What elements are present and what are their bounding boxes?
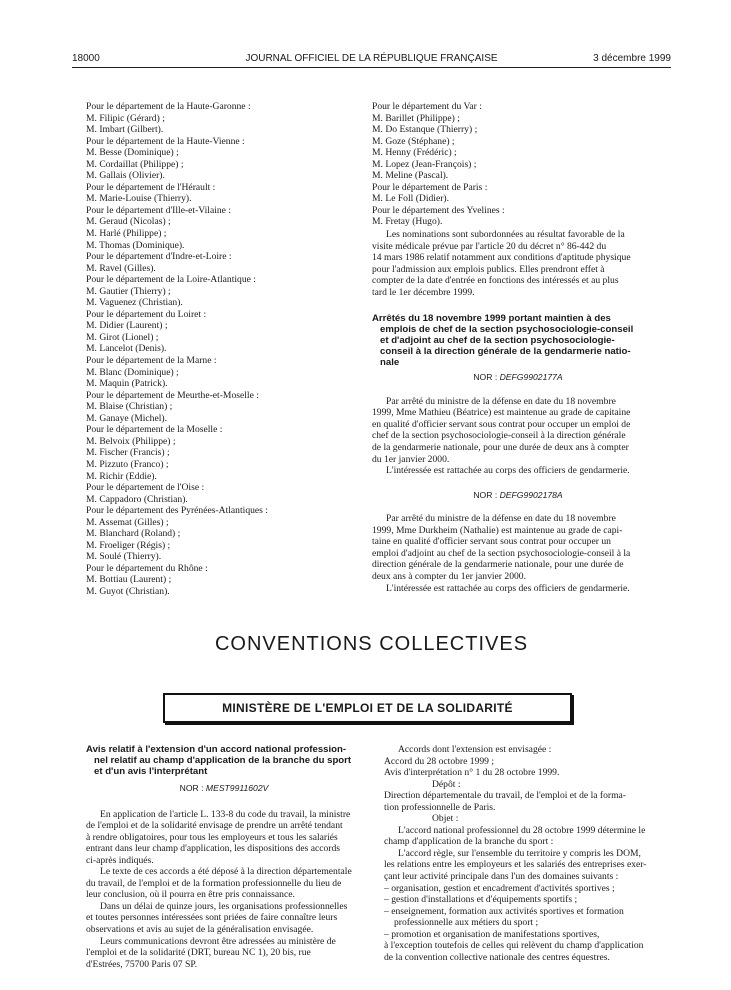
section-title: CONVENTIONS COLLECTIVES [214, 633, 529, 655]
text-line: en qualité d'officier servant sous contrat pour occuper un emploi de [372, 418, 631, 430]
nominee-name: M. Besse (Dominique) ; [86, 147, 179, 159]
text-line: leur conclusion, où il pourra en être pris connaissance. [86, 889, 295, 901]
text-line: compter de la date d'entrée en fonctions des intéressés et au plus [372, 275, 619, 287]
nominee-name: M. Richir (Eddie). [86, 470, 157, 482]
depot-line: tion professionnelle de Paris. [384, 801, 496, 813]
nominee-name: M. Ravel (Gilles). [86, 262, 156, 274]
nor-reference-2 [372, 490, 664, 502]
nominee-name: M. Lancelot (Denis). [86, 343, 167, 355]
nominee-name: M. Lopez (Jean-François) ; [372, 158, 477, 170]
department-heading: Pour le département de la Loire-Atlantique : [86, 274, 256, 286]
objet-paragraph-2 [384, 848, 664, 883]
text-line: observations et avis au sujet de la généralisation envisagée. [86, 924, 314, 936]
text-line: l'emploi et de la solidarité (DRT, bureau NC 1), 20 bis, rue [86, 947, 311, 959]
arrete-mathieu-rattachement: L'intéressée est rattachée au corps des officiers de gendarmerie. [386, 465, 630, 477]
department-heading: Pour le département de la Haute-Garonne : [86, 101, 251, 112]
nominee-name: M. Blaise (Christian) ; [86, 401, 173, 413]
department-heading: Pour le département du Var : [372, 101, 482, 112]
domain-item: – enseignement, formation aux activités sportives et formation [384, 905, 624, 917]
department-heading: Pour le département d'Indre-et-Loire : [86, 251, 232, 263]
text-line: taine en qualité d'officier servant sous contrat pour occuper un [372, 536, 611, 548]
objet-label: Objet : [432, 813, 459, 825]
nominee-name: M. Le Foll (Didier). [372, 193, 450, 205]
nominee-name: M. Froeliger (Régis) ; [86, 539, 171, 551]
department-heading: Pour le département de Meurthe-et-Moselle : [86, 389, 259, 401]
title-line: Arrêtés du 18 novembre 1999 portant maintien à des [372, 313, 611, 325]
nominee-name: M. Thomas (Dominique). [86, 239, 185, 251]
avis-paragraph-1 [86, 809, 362, 867]
right-column-nominations [372, 101, 664, 228]
nominee-name: M. Imbart (Gilbert). [86, 124, 164, 136]
nominee-name: M. Do Estanque (Thierry) ; [372, 124, 478, 136]
text-line: ci-après indiqués. [86, 854, 154, 866]
title-line: conseil à la direction générale de la gendarmerie natio- [380, 346, 631, 358]
text-line: de l'emploi et de la solidarité envisage de prendre un arrêté tendant [86, 820, 343, 832]
title-line: nale [380, 357, 400, 369]
text-line: direction générale de la gendarmerie nationale, pour une durée de [372, 559, 624, 571]
nominee-name: M. Gautier (Thierry) ; [86, 285, 171, 297]
depot-label: Dépôt : [432, 778, 461, 790]
text-line: deux ans à compter du 1er janvier 2000. [372, 570, 526, 582]
nominations-paragraph [372, 229, 664, 298]
nominee-name: M. Geraud (Nicolas) ; [86, 216, 171, 228]
text-line: d'Estrées, 75700 Paris 07 SP. [86, 958, 197, 970]
header-rule [72, 67, 671, 68]
nominee-name: M. Bottiau (Laurent) ; [86, 574, 172, 586]
nominee-name: M. Blanc (Dominique) ; [86, 366, 179, 378]
objet-paragraph-1 [384, 825, 664, 848]
nominee-name: M. Guyot (Christian). [86, 585, 170, 597]
text-line: tard le 1er décembre 1999. [372, 286, 475, 298]
text-line: du 1er janvier 2000. [372, 453, 450, 465]
text-line: visite médicale prévue par l'article 20 du décret n° 86-442 du [372, 240, 607, 252]
avis-paragraph-2 [86, 866, 362, 901]
closing-line: à l'exception toutefois de celles qui relèvent du champ d'application [384, 940, 644, 952]
domain-item: – organisation, gestion et encadrement d'activités sportives ; [384, 882, 615, 894]
arrete-durkheim-paragraph [372, 513, 664, 582]
accords-column [384, 744, 664, 963]
nor-label: NOR : [473, 372, 498, 383]
left-column-nominations [86, 101, 356, 598]
title-line: et d'adjoint au chef de la section psychosociologie- [380, 335, 615, 347]
avis-column [86, 744, 362, 970]
text-line: à rendre obligatoires, pour tous les employeurs et tous les salariés [86, 831, 338, 843]
nor-reference-3 [86, 783, 362, 795]
avis-paragraph-4 [86, 936, 362, 971]
nor-reference-1 [372, 372, 664, 384]
journal-title: JOURNAL OFFICIEL DE LA RÉPUBLIQUE FRANÇAISE [245, 53, 498, 64]
title-line: et d'un avis l'interprétant [94, 766, 208, 777]
title-line: emplois de chef de la section psychosociologie-conseil [380, 324, 634, 336]
text-line: pour l'admission aux emplois publics. Elles prendront effet à [372, 263, 605, 275]
text-line: Leurs communications devront être adressées au ministère de [100, 935, 336, 947]
department-heading: Pour le département des Pyrénées-Atlantiques : [86, 505, 268, 517]
nominee-name: M. Fretay (Hugo). [372, 216, 443, 228]
accord-line: Accords dont l'extension est envisagée : [398, 744, 552, 755]
nominee-name: M. Meline (Pascal). [372, 170, 449, 182]
text-line: chef de la section psychosociologie-conseil à la direction générale [372, 430, 626, 442]
accord-line: Avis d'interprétation n° 1 du 28 octobre 1999. [384, 767, 560, 779]
page-number: 18000 [72, 53, 100, 64]
nominee-name: M. Gallais (Olivier). [86, 170, 165, 182]
nominee-name: M. Vaguenez (Christian). [86, 297, 183, 309]
issue-date: 3 décembre 1999 [593, 53, 671, 64]
domain-item: – gestion d'installations et d'équipements sportifs ; [384, 894, 578, 906]
department-heading: Pour le département d'Ille-et-Vilaine : [86, 204, 232, 216]
text-line: 1999, Mme Mathieu (Béatrice) est maintenue au grade de capitaine [372, 407, 631, 419]
nominee-name: M. Fischer (Francis) ; [86, 447, 170, 459]
domain-item: professionnelle aux métiers du sport ; [394, 917, 539, 929]
nominee-name: M. Pizzuto (Franco) ; [86, 458, 169, 470]
text-line: L'accord national professionnel du 28 octobre 1999 détermine le [398, 824, 646, 836]
nominee-name: M. Girot (Lionel) ; [86, 331, 159, 343]
text-line: Le texte de ces accords a été déposé à la direction départementale [100, 866, 352, 878]
nominee-name: M. Ganaye (Michel). [86, 412, 167, 424]
text-line: Par arrêté du ministre de la défense en date du 18 novembre [386, 513, 616, 525]
department-heading: Pour le département des Yvelines : [372, 204, 505, 216]
text-line: 14 mars 1986 relatif notamment aux conditions d'aptitude physique [372, 252, 631, 264]
department-heading: Pour le département de l'Hérault : [86, 181, 216, 193]
nominee-name: M. Belvoix (Philippe) ; [86, 435, 176, 447]
depot-text [384, 790, 664, 813]
text-line: çant leur activité principale dans l'un des domaines suivants : [384, 871, 619, 883]
title-line: Avis relatif à l'extension d'un accord national profession- [86, 744, 347, 755]
ministry-heading: MINISTÈRE DE L'EMPLOI ET DE LA SOLIDARITÉ [163, 693, 572, 723]
closing-paragraph [384, 940, 664, 963]
nominee-name: M. Maquin (Patrick). [86, 378, 168, 390]
nominee-name: M. Assemat (Gilles) ; [86, 516, 169, 528]
nominee-name: M. Goze (Stéphane) ; [372, 135, 455, 147]
text-line: du travail, de l'emploi et de la formation professionnelle du lieu de [86, 877, 342, 889]
nominee-name: M. Cordaillat (Philippe) ; [86, 158, 184, 170]
department-heading: Pour le département de la Haute-Vienne : [86, 135, 245, 147]
text-line: 1999, Mme Durkheim (Nathalie) est maintenue au grade de capi- [372, 524, 623, 536]
closing-line: de la convention collective nationale des centres équestres. [384, 951, 610, 963]
right-column [372, 101, 664, 594]
nominee-name: M. Barillet (Philippe) ; [372, 112, 460, 124]
nominee-name: M. Blanchard (Roland) ; [86, 528, 181, 540]
avis-paragraph-3 [86, 901, 362, 936]
text-line: Dans un délai de quinze jours, les organisations professionnelles [100, 900, 348, 912]
department-heading: Pour le département de Paris : [372, 181, 488, 193]
accords-list [384, 744, 664, 779]
nominee-name: M. Didier (Laurent) ; [86, 320, 168, 332]
nor-code: DEFG9902177A [499, 372, 563, 383]
text-line: les relations entre les employeurs et les salariés des entreprises exer- [384, 859, 647, 871]
arrete-durkheim-rattachement: L'intéressée est rattachée au corps des officiers de gendarmerie. [386, 582, 630, 594]
arretes-title [372, 313, 664, 368]
department-heading: Pour le département de la Moselle : [86, 424, 223, 436]
domain-item: – promotion et organisation de manifestations sportives, [384, 928, 600, 940]
nominee-name: M. Filipic (Gérard) ; [86, 112, 165, 124]
text-line: et toutes personnes intéressées sont priées de faire connaître leurs [86, 912, 338, 924]
nor-code: MEST9911602V [205, 783, 269, 793]
text-line: champ d'application de la branche du sport : [384, 836, 554, 848]
nominee-name: M. Henny (Frédéric) ; [372, 147, 457, 159]
text-line: En application de l'article L. 133-8 du code du travail, la ministre [100, 808, 351, 820]
text-line: entrant dans leur champ d'application, les dispositions des accords [86, 843, 341, 855]
text-line: emploi d'adjoint au chef de la section psychosociologie-conseil à la [372, 547, 631, 559]
arrete-mathieu-paragraph [372, 396, 664, 465]
nor-label: NOR : [179, 783, 204, 793]
nominee-name: M. Soulé (Thierry). [86, 551, 162, 563]
nor-code: DEFG9902178A [499, 489, 563, 500]
text-line: Par arrêté du ministre de la défense en date du 18 novembre [386, 395, 616, 407]
page-header [72, 53, 671, 67]
text-line: L'accord règle, sur l'ensemble du territoire y compris les DOM, [398, 847, 641, 859]
depot-line: Direction départementale du travail, de l'emploi et de la forma- [384, 790, 627, 802]
text-line: de la gendarmerie nationale, pour une durée de deux ans à compter [372, 442, 629, 454]
nor-label: NOR : [473, 489, 498, 500]
nominee-name: M. Cappadoro (Christian). [86, 493, 188, 505]
nominee-name: M. Marie-Louise (Thierry). [86, 193, 192, 205]
accord-line: Accord du 28 octobre 1999 ; [384, 755, 495, 767]
department-heading: Pour le département de la Marne : [86, 355, 217, 367]
department-heading: Pour le département de l'Oise : [86, 482, 205, 494]
department-heading: Pour le département du Loiret : [86, 308, 207, 320]
avis-title [86, 744, 362, 777]
nominee-name: M. Harlé (Philippe) ; [86, 228, 167, 240]
title-line: nel relatif au champ d'application de la branche du sport [94, 755, 352, 766]
department-heading: Pour le département du Rhône : [86, 562, 208, 574]
domains-list [384, 883, 664, 941]
text-line: Les nominations sont subordonnées au résultat favorable de la [386, 229, 625, 241]
